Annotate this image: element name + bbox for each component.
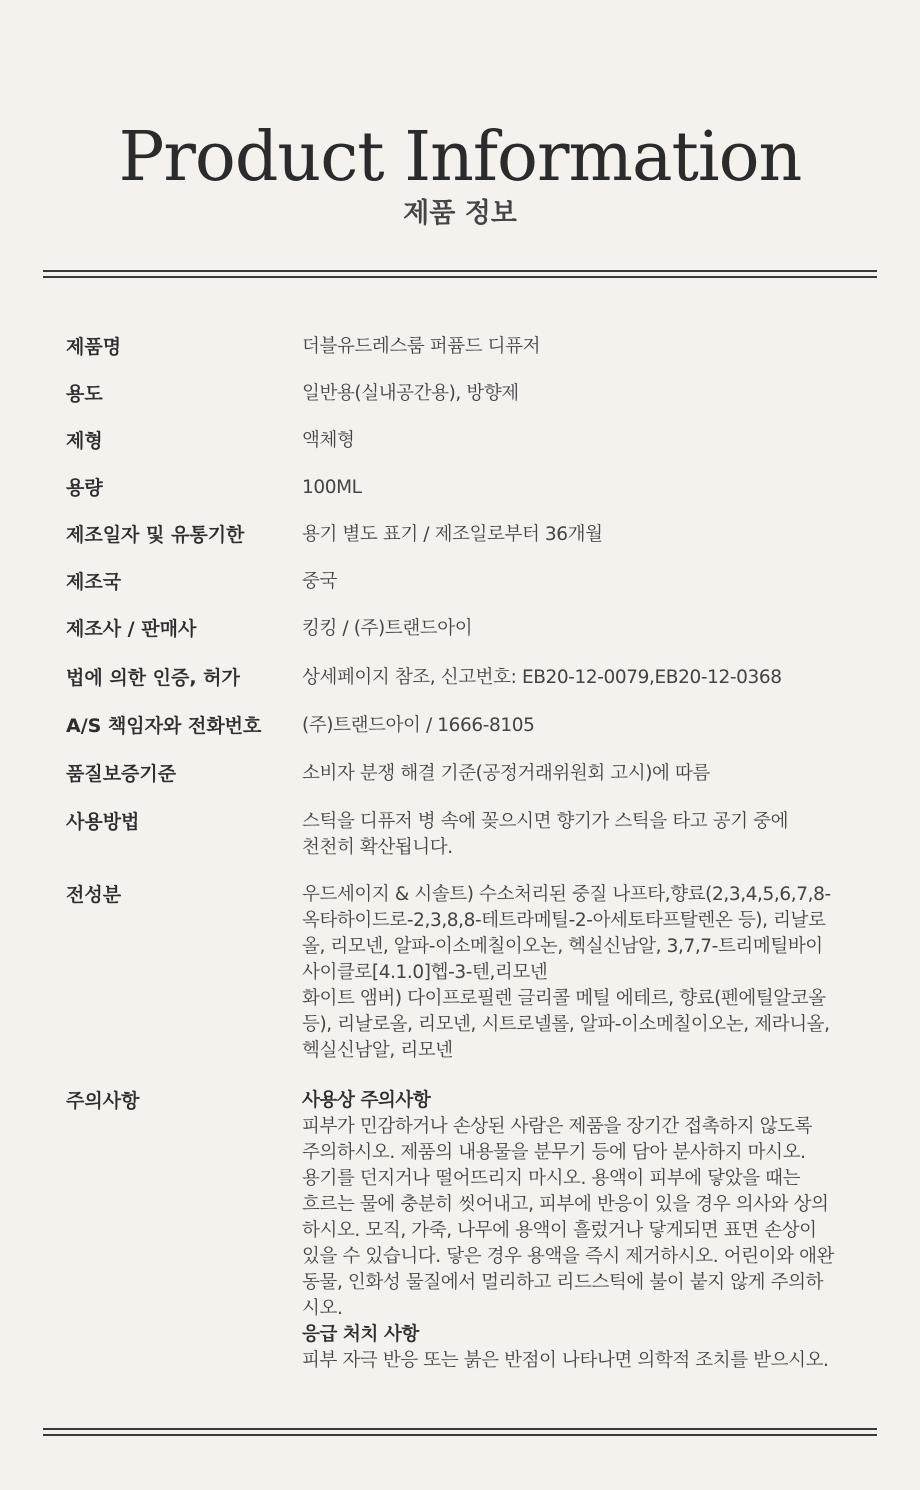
- info-row-as-contact: [66, 713, 866, 761]
- info-label: 품질보증기준: [66, 763, 177, 785]
- info-value-line: 더블유드레스룸 퍼퓸드 디퓨저: [302, 336, 541, 357]
- info-label: 용도: [66, 383, 103, 405]
- bottom-divider-lower: [43, 1434, 877, 1436]
- info-value: [302, 1088, 866, 1374]
- top-divider-lower: [43, 276, 877, 278]
- info-label: 제형: [66, 430, 103, 452]
- info-value-line: 주의하시오. 제품의 내용물을 분무기 등에 담아 분사하지 마시오.: [302, 1142, 806, 1163]
- info-value-line: 용기 별도 표기 / 제조일로부터 36개월: [302, 524, 603, 545]
- info-value-line: 옥타하이드로-2,3,8,8-테트라메틸-2-아세토타프탈렌온 등), 리날로: [302, 910, 826, 931]
- info-row-manufacturer: [66, 616, 866, 665]
- top-divider-upper: [43, 270, 877, 272]
- info-label: 용량: [66, 477, 103, 499]
- info-row-quality: [66, 761, 866, 809]
- info-value-line: 천천히 확산됩니다.: [302, 837, 453, 858]
- info-value-line: 화이트 앰버) 다이프로필렌 글리콜 메틸 에테르, 향료(펜에틸알코올: [302, 988, 826, 1009]
- info-label: A/S 책임자와 전화번호: [66, 715, 262, 737]
- info-label: 제조일자 및 유통기한: [66, 524, 245, 546]
- info-value: [302, 882, 866, 1064]
- info-label: 전성분: [66, 884, 122, 906]
- page-title: Product Information: [118, 118, 802, 197]
- info-value-line: 피부가 민감하거나 손상된 사람은 제품을 장기간 접촉하지 않도록: [302, 1116, 813, 1137]
- info-label: 제조사 / 판매사: [66, 618, 197, 640]
- info-row-directions: [66, 809, 866, 882]
- info-value-line: 올, 리모넨, 알파-이소메칠이오논, 헥실신남알, 3,7,7-트리메틸바이: [302, 936, 823, 957]
- product-info-table: [66, 334, 866, 1374]
- info-value-line: 하시오. 모직, 가죽, 나무에 용액이 흘렀거나 닿게되면 표면 손상이: [302, 1220, 817, 1241]
- info-value: [302, 381, 866, 407]
- info-label: 법에 의한 인증, 허가: [66, 667, 240, 689]
- info-value-line: 킹킹 / (주)트랜드아이: [302, 618, 473, 639]
- info-value-line: 상세페이지 참조, 신고번호: EB20-12-0079,EB20-12-0368: [302, 667, 782, 688]
- info-value-line: 중국: [302, 571, 337, 592]
- info-row-product-name: [66, 334, 866, 381]
- info-value-line: 100ML: [302, 477, 362, 498]
- info-value: [302, 809, 866, 861]
- info-value: [302, 522, 866, 548]
- info-value: [302, 665, 866, 691]
- info-value-line: 등), 리날로올, 리모넨, 시트로넬롤, 알파-이소메칠이오논, 제라니올,: [302, 1014, 830, 1035]
- info-value-line: 피부 자극 반응 또는 붉은 반점이 나타나면 의학적 조치를 받으시오.: [302, 1350, 829, 1371]
- caution-heading: 사용상 주의사항: [302, 1090, 431, 1111]
- info-value-line: 용기를 던지거나 떨어뜨리지 마시오. 용액이 피부에 닿았을 때는: [302, 1168, 801, 1189]
- info-value-line: 헥실신남알, 리모넨: [302, 1040, 453, 1061]
- info-value: [302, 761, 866, 787]
- info-value: [302, 475, 866, 501]
- info-label: 제품명: [66, 336, 122, 358]
- first-aid-heading: 응급 처치 사항: [302, 1324, 419, 1345]
- info-value-line: 액체형: [302, 430, 355, 451]
- info-value-line: 동물, 인화성 물질에서 멀리하고 리드스틱에 불이 붙지 않게 주의하: [302, 1272, 824, 1293]
- info-value-line: (주)트랜드아이 / 1666-8105: [302, 715, 535, 736]
- info-row-certification: [66, 665, 866, 713]
- info-value-line: 있을 수 있습니다. 닿은 경우 용액을 즉시 제거하시오. 어린이와 애완: [302, 1246, 835, 1267]
- info-value-line: 시오.: [302, 1298, 343, 1319]
- info-value-line: 사이클로[4.1.0]헵-3-텐,리모넨: [302, 962, 548, 983]
- info-row-ingredients: [66, 882, 866, 1088]
- info-value: [302, 334, 866, 360]
- info-row-usage: [66, 381, 866, 428]
- info-row-form: [66, 428, 866, 475]
- info-label: 사용방법: [66, 811, 140, 833]
- info-value: [302, 569, 866, 595]
- info-row-volume: [66, 475, 866, 522]
- info-value-line: 흐르는 물에 충분히 씻어내고, 피부에 반응이 있을 경우 의사와 상의: [302, 1194, 829, 1215]
- info-value: [302, 713, 866, 739]
- bottom-divider-upper: [43, 1428, 877, 1430]
- info-row-country: [66, 569, 866, 616]
- info-row-expiry: [66, 522, 866, 569]
- info-value: [302, 428, 866, 454]
- info-value-line: 소비자 분쟁 해결 기준(공정거래위원회 고시)에 따름: [302, 763, 710, 784]
- info-value-line: 우드세이지 & 시솔트) 수소처리된 중질 나프타,향료(2,3,4,5,6,7,8-: [302, 884, 831, 905]
- info-value-line: 일반용(실내공간용), 방향제: [302, 383, 519, 404]
- info-label: 제조국: [66, 571, 122, 593]
- info-label: 주의사항: [66, 1090, 140, 1112]
- page-subtitle: 제품 정보: [403, 198, 517, 229]
- info-row-cautions: [66, 1088, 866, 1374]
- info-value: [302, 616, 866, 642]
- info-value-line: 스틱을 디퓨저 병 속에 꽂으시면 향기가 스틱을 타고 공기 중에: [302, 811, 789, 832]
